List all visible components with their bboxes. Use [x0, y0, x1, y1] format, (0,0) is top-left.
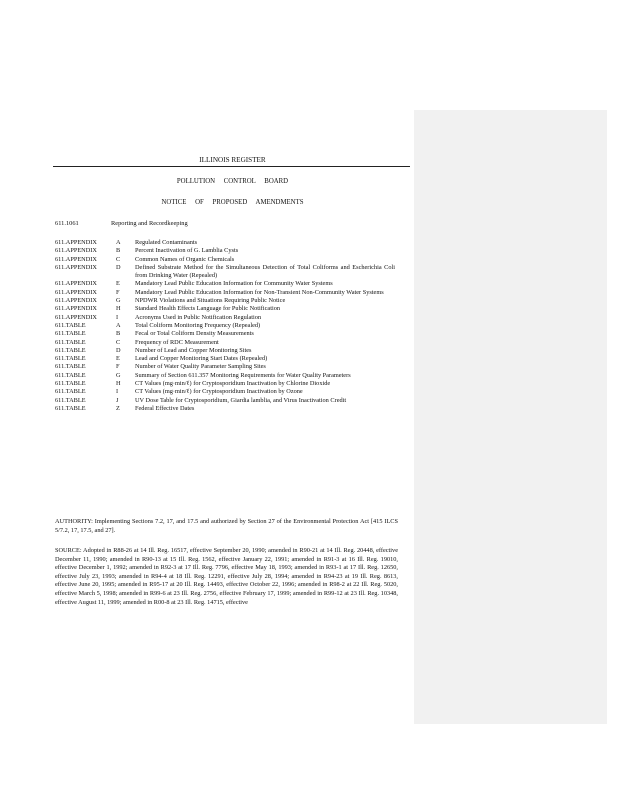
- toc-entry: [55, 339, 395, 347]
- toc-letter: C: [116, 255, 121, 263]
- toc-letter: I: [116, 313, 119, 321]
- toc-part: 611.APPENDIX: [55, 280, 97, 288]
- toc-text: Federal Effective Dates: [135, 404, 195, 412]
- toc-entry: [55, 322, 395, 330]
- toc-letter: H: [116, 380, 121, 388]
- toc-entry: [55, 256, 395, 264]
- toc-part: 611.TABLE: [55, 363, 86, 371]
- toc-text: Percent Inactivation of G. Lamblia Cysts: [135, 247, 239, 255]
- toc-letter: D: [116, 263, 121, 271]
- toc-entry: [55, 330, 395, 338]
- toc-entry: [55, 405, 395, 413]
- toc-part: 611.TABLE: [55, 388, 86, 396]
- table-of-contents: [55, 239, 395, 413]
- toc-letter: H: [116, 305, 121, 313]
- toc-text: Defined Substrate Method for the Simultaneous Detection of Total Coliforms and Escherichia Coli from Drinking Water (Repealed): [135, 263, 395, 280]
- toc-letter: E: [116, 355, 120, 363]
- toc-entry: [55, 289, 395, 297]
- toc-text: Fecal or Total Coliform Density Measurements: [135, 330, 254, 338]
- toc-part: 611.APPENDIX: [55, 247, 97, 255]
- toc-part: 611.TABLE: [55, 371, 86, 379]
- toc-entry: [55, 314, 395, 322]
- toc-part: 611.TABLE: [55, 330, 86, 338]
- toc-letter: I: [116, 388, 119, 396]
- toc-letter: Z: [116, 404, 120, 412]
- toc-letter: B: [116, 330, 121, 338]
- toc-text: Mandatory Lead Public Education Information for Non-Transient Non-Community Water Systems: [135, 288, 384, 296]
- toc-entry: [55, 380, 395, 388]
- toc-entry: [55, 305, 395, 313]
- toc-part: 611.APPENDIX: [55, 313, 97, 321]
- toc-letter: G: [116, 297, 121, 305]
- toc-part: 611.APPENDIX: [55, 263, 97, 271]
- toc-text: NPDWR Violations and Situations Requiring Public Notice: [135, 297, 286, 305]
- section-title: Reporting and Recordkeeping: [111, 220, 188, 227]
- toc-letter: A: [116, 239, 121, 246]
- toc-entry: [55, 388, 395, 396]
- toc-part: 611.APPENDIX: [55, 297, 97, 305]
- toc-text: Frequency of RDC Measurement: [135, 338, 219, 346]
- toc-text: Mandatory Lead Public Education Information for Community Water Systems: [135, 280, 333, 288]
- authority-paragraph: AUTHORITY: Implementing Sections 7.2, 17, and 17.5 and authorized by Section 27 of the Environmental Protection Act [415 ILCS 5/7.2, 17, 17.5, and 27].: [55, 518, 398, 534]
- header-rule: [53, 166, 410, 167]
- toc-part: 611.APPENDIX: [55, 288, 97, 296]
- toc-text: Number of Lead and Copper Monitoring Sites: [135, 346, 252, 354]
- toc-text: Regulated Contaminants: [135, 239, 198, 246]
- toc-text: Total Coliform Monitoring Frequency (Repealed): [135, 321, 261, 329]
- toc-part: 611.APPENDIX: [55, 255, 97, 263]
- toc-text: Lead and Copper Monitoring Start Dates (Repealed): [135, 355, 268, 363]
- toc-part: 611.TABLE: [55, 346, 86, 354]
- toc-text: Summary of Section 611.357 Monitoring Requirements for Water Quality Parameters: [135, 371, 351, 379]
- toc-letter: C: [116, 338, 121, 346]
- toc-part: 611.TABLE: [55, 321, 86, 329]
- toc-entry: [55, 297, 395, 305]
- source-paragraph: SOURCE: Adopted in R88-26 at 14 Ill. Reg. 16517, effective September 20, 1990; amended in R90-21 at 14 Ill. Reg. 20448, effective December 11, 1990; amended in R90-13 at 15 Ill. Reg. 1562, effective January 22, 1991; amended in R91-3 at 16 Ill. Reg. 19010, effective December 1, 1992; amended in R92-3 at 17 Ill. Reg. 7796, effective May 18, 1993; amended in R93-1 at 17 Ill. Reg. 12650, effective July 23, 1993; amended in R94-4 at 18 Ill. Reg. 12291, effective July 28, 1994; amended in R94-23 at 19 Ill. Reg. 8613, effective June 20, 1995; amended in R95-17 at 20 Ill. Reg. 14493, effective October 22, 1996; amended in R98-2 at 22 Ill. Reg. 5020, effective March 5, 1998; amended in R99-6 at 23 Ill. Reg. 2756, effective February 17, 1999; amended in R99-12 at 23 Ill. Reg. 10348, effective August 11, 1999; amended in R00-8 at 23 Ill. Reg. 14715, effective: [55, 547, 398, 606]
- toc-entry: [55, 397, 395, 405]
- board-name: POLLUTION CONTROL BOARD: [176, 178, 289, 185]
- toc-text: CT Values (mg·min/ℓ) for Cryptosporidium Inactivation by Ozone: [135, 388, 303, 396]
- toc-entry: [55, 239, 395, 247]
- toc-letter: B: [116, 247, 121, 255]
- toc-part: 611.TABLE: [55, 380, 86, 388]
- toc-letter: D: [116, 346, 121, 354]
- section-number: 611.1061: [55, 220, 79, 227]
- toc-part: 611.TABLE: [55, 404, 86, 412]
- toc-part: 611.APPENDIX: [55, 239, 97, 246]
- toc-text: Acronyms Used in Public Notification Regulation: [135, 313, 262, 321]
- toc-entry: [55, 280, 395, 288]
- toc-letter: F: [116, 363, 120, 371]
- page-header-title: ILLINOIS REGISTER: [199, 156, 266, 164]
- toc-entry: [55, 264, 395, 281]
- toc-entry: [55, 347, 395, 355]
- toc-text: Common Names of Organic Chemicals: [135, 255, 235, 263]
- section-heading: [55, 220, 188, 227]
- toc-text: CT Values (mg·min/ℓ) for Cryptosporidium Inactivation by Chlorine Dioxide: [135, 380, 331, 388]
- toc-letter: A: [116, 321, 121, 329]
- toc-text: UV Dose Table for Cryptosporidium, Giardia lamblia, and Virus Inactivation Credit: [135, 396, 347, 404]
- comment-margin-panel: [414, 110, 607, 724]
- toc-letter: J: [116, 396, 119, 404]
- notice-title: NOTICE OF PROPOSED AMENDMENTS: [161, 199, 304, 206]
- toc-letter: G: [116, 371, 121, 379]
- toc-entry: [55, 247, 395, 255]
- toc-letter: F: [116, 288, 120, 296]
- toc-part: 611.TABLE: [55, 355, 86, 363]
- toc-part: 611.TABLE: [55, 338, 86, 346]
- toc-entry: [55, 355, 395, 363]
- toc-letter: E: [116, 280, 120, 288]
- toc-part: 611.TABLE: [55, 396, 86, 404]
- toc-entry: [55, 363, 395, 371]
- toc-text: Standard Health Effects Language for Public Notification: [135, 305, 281, 313]
- toc-text: Number of Water Quality Parameter Sampling Sites: [135, 363, 266, 371]
- toc-entry: [55, 372, 395, 380]
- toc-part: 611.APPENDIX: [55, 305, 97, 313]
